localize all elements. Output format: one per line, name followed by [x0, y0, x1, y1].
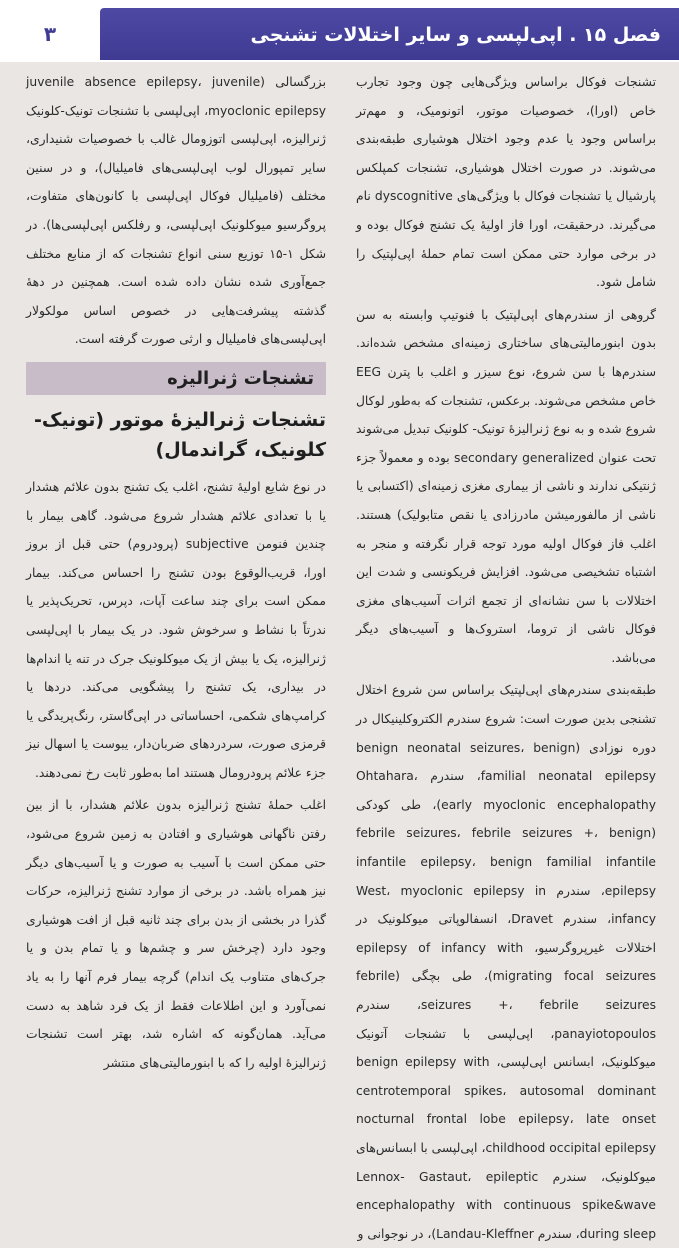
paragraph: در نوع شایع اولیهٔ تشنج، اغلب یک تشنج بدون علائم هشدار یا با تعدادی علائم هشدار شروع می‌شود. گاهی بیمار با چندین فنومن subjective (پرودروم) حتی قبل از بروز اورا، قریب‌الوقوع بودن تشنج را احساس می‌کند. بیمار ممکن است برای چند ساعت آپات، دپرس، تحریک‌پذیر یا ندرتاً با نشاط و سرخوش شود. در یک بیمار با اپی‌لپسی ژنرالیزه، یک یا بیش از یک میوکلونیک جرک در تنه یا اندام‌ها در بیداری، یک تشنج را پیشگویی می‌کند. دردها یا کرامپ‌های شکمی، احساساتی در اپی‌گاستر، رنگ‌پریدگی یا قرمزی صورت، سردردهای ضربان‌دار، یبوست یا اسهال نیز جزء علائم پرودرومال هستند اما به‌طور ثابت رخ نمی‌دهند.: [26, 479, 326, 780]
paragraph: تشنجات فوکال براساس ویژگی‌هایی چون وجود تجارب خاص (اورا)، خصوصیات موتور، اتونومیک، و مهم‌تر براساس وجود یا عدم وجود اختلال هوشیاری طبقه‌بندی می‌شوند. در صورت اختلال هوشیاری، تشنجات کمپلکس پارشیال یا تشنجات فوکال با ویژگی‌های dyscognitive نام می‌گیرند. درحقیقت، اورا فاز اولیهٔ یک تشنج فوکال بوده و در برخی موارد حتی ممکن است تمام حملهٔ اپی‌لپتیک را شامل شود.: [356, 75, 656, 290]
paragraph: گروهی از سندرم‌های اپی‌لپتیک با فنوتیپ وابسته به سن بدون ابنورمالیتی‌های ساختاری زمینه‌ای مشخص شده‌اند. سندرم‌ها با سن شروع، نوع سیزر و اغلب با پترن EEG خاص مشخص می‌شوند. برعکس، تشنجات که به‌طور لوکال شروع شده و به نوع ژنرالیزهٔ تونیک- کلونیک تبدیل می‌شوند تحت عنوان secondary generalized بوده و معمولاً جزء ژنتیکی ندارند و ناشی از بیماری مغزی زمینه‌ای (اکتسابی یا ناشی از مالفورمیشن مادرزادی یا نقص متابولیک) هستند. اغلب فاز فوکال اولیه مورد توجه قرار نگرفته و منجر به اشتباه تشخیصی می‌شود. افزایش فریکونسی و شدت این اختلالات با سن نشانه‌ای از تجمع اثرات آسیب‌های مغزی فوکال ناشی از تروما، استروک‌ها و آسیب‌های دیگر می‌باشد.: [356, 307, 656, 665]
paragraph: بزرگسالی (juvenile absence epilepsy، juvenile myoclonic epilepsy، اپی‌لپسی با تشنجات تونیک-کلونیک ژنرالیزه، اپی‌لپسی اتوزومال غالب با خصوصیات شنیداری، سایر تمپورال لوب اپی‌لپسی‌های فامیلیال)، و در سنین مختلف (فامیلیال فوکال اپی‌لپسی با کانون‌های متفاوت، پروگرسیو میوکلونیک اپی‌لپسی، و رفلکس اپی‌لپسی‌ها). در شکل ۱-۱۵ توزیع سنی انواع تشنجات که از منابع مختلف جمع‌آوری شده نشان داده شده است. همچنین در دههٔ گذشته پیشرفت‌هایی در خصوص اساس مولکولار اپی‌لپسی‌های فامیلیال و ارثی صورت گرفته است.: [26, 75, 327, 347]
chapter-title: فصل ۱۵ . اپی‌لپسی و سایر اختلالات تشنجی: [250, 24, 661, 46]
page-body: [26, 68, 657, 1241]
chapter-title-bar: [100, 8, 679, 60]
page-header: [0, 0, 679, 62]
paragraph: اغلب حملهٔ تشنج ژنرالیزه بدون علائم هشدار، با از بین رفتن ناگهانی هوشیاری و افتادن به زمین شروع می‌شود، حتی ممکن است با آسیب به صورت و یا آسیب‌های دیگر نیز همراه باشد. در برخی از موارد تشنج ژنرالیزه، حرکات گذرا در بخشی از بدن برای چند ثانیه قبل از افت هوشیاری وجود دارد (چرخش سر و چشم‌ها و یا تمام بدن و یا جرک‌های متناوب یک اندام) گرچه بیمار فرم آنها را به یاد نمی‌آورد و این اطلاعات فقط از یک فرد شاهد به دست می‌آید. همان‌گونه که اشاره شد، بهتر است تشنجات ژنرالیزهٔ اولیه را که با ابنورمالیتی‌های منتشر: [26, 798, 326, 1070]
page-number: ۳: [43, 22, 57, 46]
subheading: تشنجات ژنرالیزهٔ موتور (تونیک-کلونیک، گراندمال): [34, 408, 326, 461]
right-column: [356, 68, 657, 1241]
paragraph: طبقه‌بندی سندرم‌های اپی‌لپتیک براساس سن شروع اختلال تشنجی بدین صورت است: شروع سندرم الکتروکلینیکال در دوره نوزادی (benign neonatal seizures، benign familial neonatal epilepsy، سندرم Ohtahara، early myoclonic encephalopathy)، طی کودکی (febrile seizures، febrile seizures +، benign infantile epilepsy، benign familial infantile epilepsy، سندرم West، myoclonic epilepsy in infancy، سندرم Dravet، انسفالوپاتی میوکلونیک در اختلالات غیرپروگرسیو، epilepsy of infancy with migrating focal seizures)، طی بچگی (febrile seizures +، febrile seizures، سندرم panayiotopoulos، اپی‌لپسی با تشنجات آتونیک میوکلونیک، ابسانس اپی‌لپسی، benign epilepsy with centrotemporal spikes، autosomal dominant nocturnal frontal lobe epilepsy، late onset childhood occipital epilepsy، اپی‌لپسی با ابسانس‌های میوکلونیک، سندرم Lennox- Gastaut، epileptic encephalopathy with continuous spike&wave during sleep، سندرم Landau-Kleffner)، در نوجوانی و: [356, 683, 657, 1241]
left-column: [26, 68, 327, 1070]
section-heading: تشنجات ژنرالیزه: [26, 362, 326, 395]
